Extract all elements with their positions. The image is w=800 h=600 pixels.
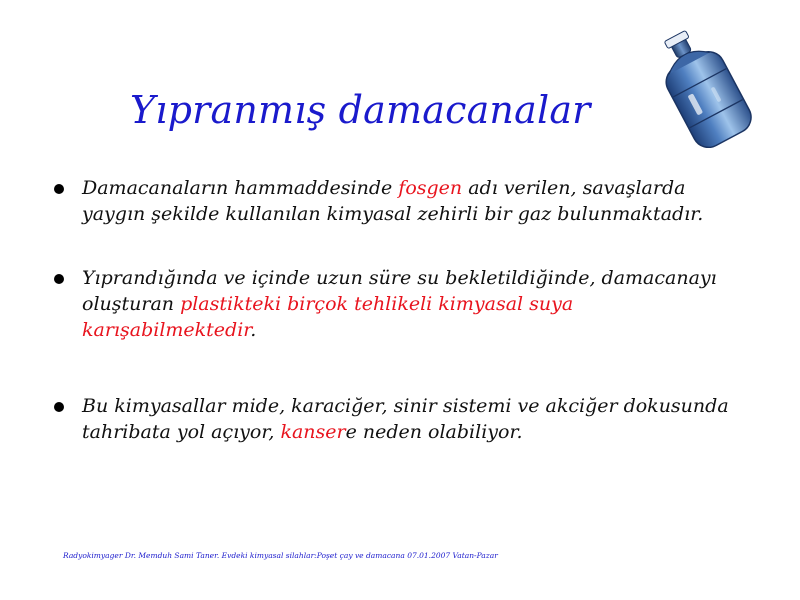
bullet-item-plastik	[50, 265, 732, 343]
bullet-text: e neden olabiliyor.	[345, 421, 523, 443]
bullet-text: Yıprandığında ve içinde uzun süre su bekletildiğinde, damacanayı oluşturan	[82, 267, 717, 315]
bullet-text: .	[250, 319, 257, 341]
bullet-text: Damacanaların hammaddesinde	[82, 177, 399, 199]
bullet-dot-icon	[54, 402, 64, 412]
slide-title: Yıpranmış damacanalar	[130, 88, 591, 132]
bullet-text: adı verilen, savaşlarda yaygın şekilde kullanılan kimyasal zehirli bir gaz bulunmaktadır.	[82, 177, 704, 225]
bullet-item-kanser	[50, 393, 732, 445]
highlight-text: kanser	[280, 421, 346, 443]
water-jug-image	[650, 18, 770, 148]
bullet-dot-icon	[54, 184, 64, 194]
bullet-item-fosgen	[50, 175, 732, 227]
highlight-text: plastikteki birçok tehlikeli kimyasal suya karışabilmektedir	[82, 293, 574, 341]
source-footer: Radyokimyager Dr. Memduh Sami Taner. Evdeki kimyasal silahlar:Poşet çay ve damacana 07.01.2007 Vatan-Pazar	[63, 551, 498, 560]
highlight-text: fosgen	[398, 177, 463, 199]
bullet-dot-icon	[54, 274, 64, 284]
bullet-text: Bu kimyasallar mide, karaciğer, sinir sistemi ve akciğer dokusunda tahribata yol açıyor,	[82, 395, 729, 443]
